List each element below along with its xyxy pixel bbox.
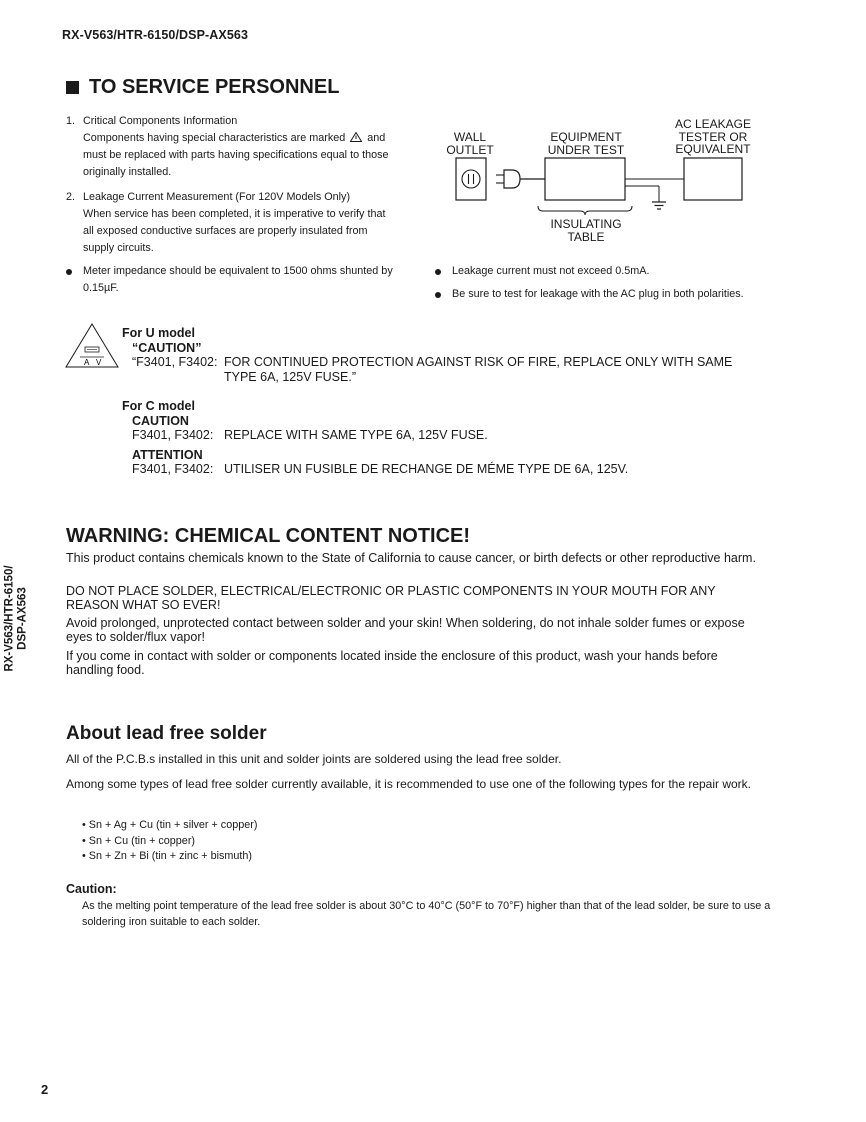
u-model-caution [122, 326, 772, 384]
warning-paragraph-2: DO NOT PLACE SOLDER, ELECTRICAL/ELECTRONIC OR PLASTIC COMPONENTS IN YOUR MOUTH FOR ANY REASON WHAT SO EVER! [66, 584, 716, 612]
equipment-box [545, 158, 625, 200]
bullet-dot-icon [435, 292, 441, 298]
sidebar-line-2: DSP-AX563 [16, 586, 29, 650]
item-body-pre: Components having special characteristics are marked [83, 132, 346, 144]
sidebar-model-tab [2, 562, 30, 674]
lead-paragraph-2: Among some types of lead free solder currently available, it is recommended to use one of the following types for the repair work. [66, 777, 752, 791]
bullet-dot-icon [435, 269, 441, 275]
u-caution-text-1: FOR CONTINUED PROTECTION AGAINST RISK OF FIRE, REPLACE ONLY WITH SAME [224, 355, 733, 369]
warning-paragraph-3: Avoid prolonged, unprotected contact between solder and your skin! When soldering, do not inhale solder fumes or expose eyes to solder/flux vapor! [66, 616, 745, 644]
item-number: 2. [66, 191, 76, 203]
bullet-text: Be sure to test for leakage with the AC plug in both polarities. [452, 288, 744, 300]
c-caution-line [122, 428, 772, 443]
service-title-text: TO SERVICE PERSONNEL [89, 76, 340, 98]
u-fuse-parts: “F3401, F3402: [132, 355, 218, 369]
diagram-drawing [440, 150, 760, 220]
c-fuse-parts: F3401, F3402: [132, 428, 214, 442]
insulating-table-label: INSULATING TABLE [550, 217, 622, 244]
service-item-2 [66, 189, 398, 257]
tester-label: AC LEAKAGE TESTER OR EQUIVALENT [674, 117, 752, 156]
warning-paragraph-1: This product contains chemicals known to the State of California to cause cancer, or birth defects or other reproductive harm. [66, 551, 756, 565]
icon-letter-v: V [96, 358, 102, 367]
wall-outlet-label: WALL OUTLET [446, 130, 494, 157]
item-body-post: and must be replaced with parts having specifications equal to those originally installed. [83, 132, 389, 178]
warning-title: WARNING: CHEMICAL CONTENT NOTICE! [66, 525, 471, 547]
c-attention-label: ATTENTION [132, 447, 203, 462]
plug-icon [504, 170, 520, 188]
service-section-title [66, 76, 339, 99]
square-bullet-icon [66, 81, 79, 94]
warning-paragraph-4: If you come in contact with solder or components located inside the enclosure of this product, wash your hands before handling food. [66, 649, 718, 677]
c-attention-line [122, 462, 772, 477]
lead-paragraph-1: All of the P.C.B.s installed in this unit and solder joints are soldered using the lead free solder. [66, 752, 562, 766]
u-caution-label: “CAUTION” [132, 340, 202, 355]
c-caution-text: REPLACE WITH SAME TYPE 6A, 125V FUSE. [224, 428, 488, 442]
c-model-heading: For C model [122, 399, 195, 413]
lead-caution-text: As the melting point temperature of the lead free solder is about 30°C to 40°C (50°F to 70°F) higher than that of the lead solder, be sure to use a soldering iron suitable to each solder. [82, 900, 771, 928]
icon-letter-a: A [84, 358, 90, 367]
page-number: 2 [41, 1082, 49, 1097]
lead-free-title: About lead free solder [66, 723, 267, 744]
service-item-1 [66, 113, 398, 181]
caution-triangle-icon [64, 322, 120, 370]
wall-outlet-box [456, 158, 486, 200]
c-caution-label: CAUTION [132, 413, 189, 428]
meter-impedance-bullet [66, 263, 398, 297]
equipment-label: EQUIPMENT UNDER TEST [547, 130, 625, 157]
polarity-bullet [435, 286, 765, 303]
list-item: • Sn + Cu (tin + copper) [82, 834, 196, 847]
bullet-text: Leakage current must not exceed 0.5mA. [452, 265, 650, 277]
c-attention-text: UTILISER UN FUSIBLE DE RECHANGE DE MÉME TYPE DE 6A, 125V. [224, 462, 629, 476]
bullet-dot-icon [66, 269, 72, 275]
item-body: When service has been completed, it is imperative to verify that all exposed conductive surfaces are properly insulated from supply circuits. [83, 208, 386, 254]
lead-caution-heading: Caution: [66, 882, 117, 896]
bullet-text: Meter impedance should be equivalent to 1500 ohms shunted by 0.15µF. [83, 265, 393, 294]
table-brace [538, 206, 632, 215]
u-caution-line [122, 355, 772, 384]
item-heading: Leakage Current Measurement (For 120V Models Only) [83, 191, 351, 203]
item-number: 1. [66, 115, 76, 127]
item-body [83, 130, 398, 181]
item-heading: Critical Components Information [83, 115, 238, 127]
c-model-caution [122, 399, 772, 477]
leakage-limit-bullet [435, 263, 765, 280]
u-model-heading: For U model [122, 326, 195, 340]
sidebar-line-1: RX-V563/HTR-6150/ [3, 564, 16, 672]
u-caution-text-2: TYPE 6A, 125V FUSE.” [224, 369, 356, 384]
header-model-line: RX-V563/HTR-6150/DSP-AX563 [62, 28, 249, 42]
c-attention-parts: F3401, F3402: [132, 462, 214, 476]
warning-triangle-icon [350, 132, 362, 142]
solder-type-list [82, 818, 257, 865]
tester-box [684, 158, 742, 200]
list-item: • Sn + Zn + Bi (tin + zinc + bismuth) [82, 850, 253, 862]
list-item: • Sn + Ag + Cu (tin + silver + copper) [82, 819, 258, 831]
